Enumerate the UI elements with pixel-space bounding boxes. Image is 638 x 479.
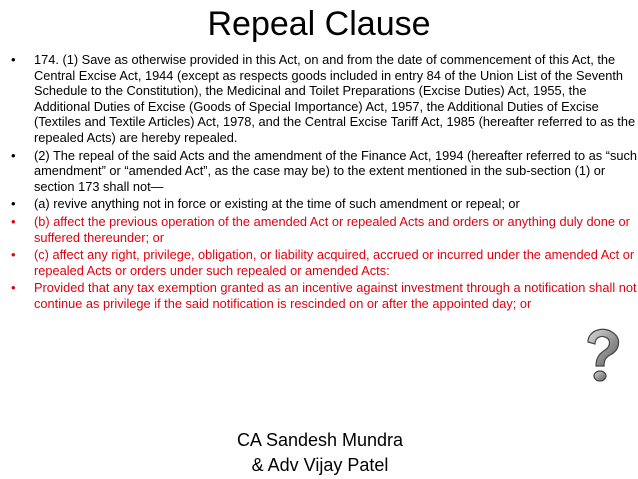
bullet-text: Provided that any tax exemption granted as an incentive against investment through a notification shall not continue as privilege if the said notification is rescinded on or after the appointed day; or xyxy=(34,280,637,311)
author-line-2: & Adv Vijay Patel xyxy=(251,455,389,475)
slide-title: Repeal Clause xyxy=(207,5,431,43)
bullet-item-highlighted xyxy=(8,214,638,245)
bullet-text: (a) revive anything not in force or existing at the time of such amendment or repeal; or xyxy=(34,196,520,212)
bullet-item xyxy=(8,196,638,212)
bullet-dot: • xyxy=(11,147,16,163)
bullet-item-highlighted xyxy=(8,247,638,278)
bullet-text: (b) affect the previous operation of the amended Act or repealed Acts and orders or anything duly done or suffered thereunder; or xyxy=(34,213,630,245)
bullet-dot: • xyxy=(11,213,16,229)
bullet-dot: • xyxy=(11,280,16,296)
bullet-dot: • xyxy=(11,196,16,212)
bullet-text: (c) affect any right, privilege, obligation, or liability acquired, accrued or incurred under the amended Act or repealed Acts or orders under such repealed or amended Acts: xyxy=(34,247,635,278)
bullet-item xyxy=(8,52,638,146)
question-mark-icon xyxy=(574,324,632,384)
bullet-text: (2) The repeal of the said Acts and the amendment of the Finance Act, 1994 (hereafter referred to as “such amendment” or “amended Act”, as the case may be) to the extent mentioned in the sub-section (1) or section 173 shall not— xyxy=(34,147,637,194)
bullet-item-highlighted xyxy=(8,280,638,311)
bullet-text: 174. (1) Save as otherwise provided in this Act, on and from the date of commencement of this Act, the Central Excise Act, 1944 (except as respects goods included in entry 84 of the Union List of the Seventh Schedule to the Constitution), the Medicinal and Toilet Preparations (Excise Duties) Act, 1955, the Additional Duties of Excise (Goods of Special Importance) Act, 1957, the Additional Duties of Excise (Textiles and Textile Articles) Act, 1978, and the Central Excise Tariff Act, 1985 (hereafter referred to as the repealed Acts) are hereby repealed. xyxy=(34,52,636,145)
author-line-1: CA Sandesh Mundra xyxy=(236,430,404,450)
bullet-dot: • xyxy=(11,52,16,67)
bullet-list xyxy=(8,52,638,314)
bullet-dot: • xyxy=(11,247,16,263)
bullet-item xyxy=(8,148,638,195)
